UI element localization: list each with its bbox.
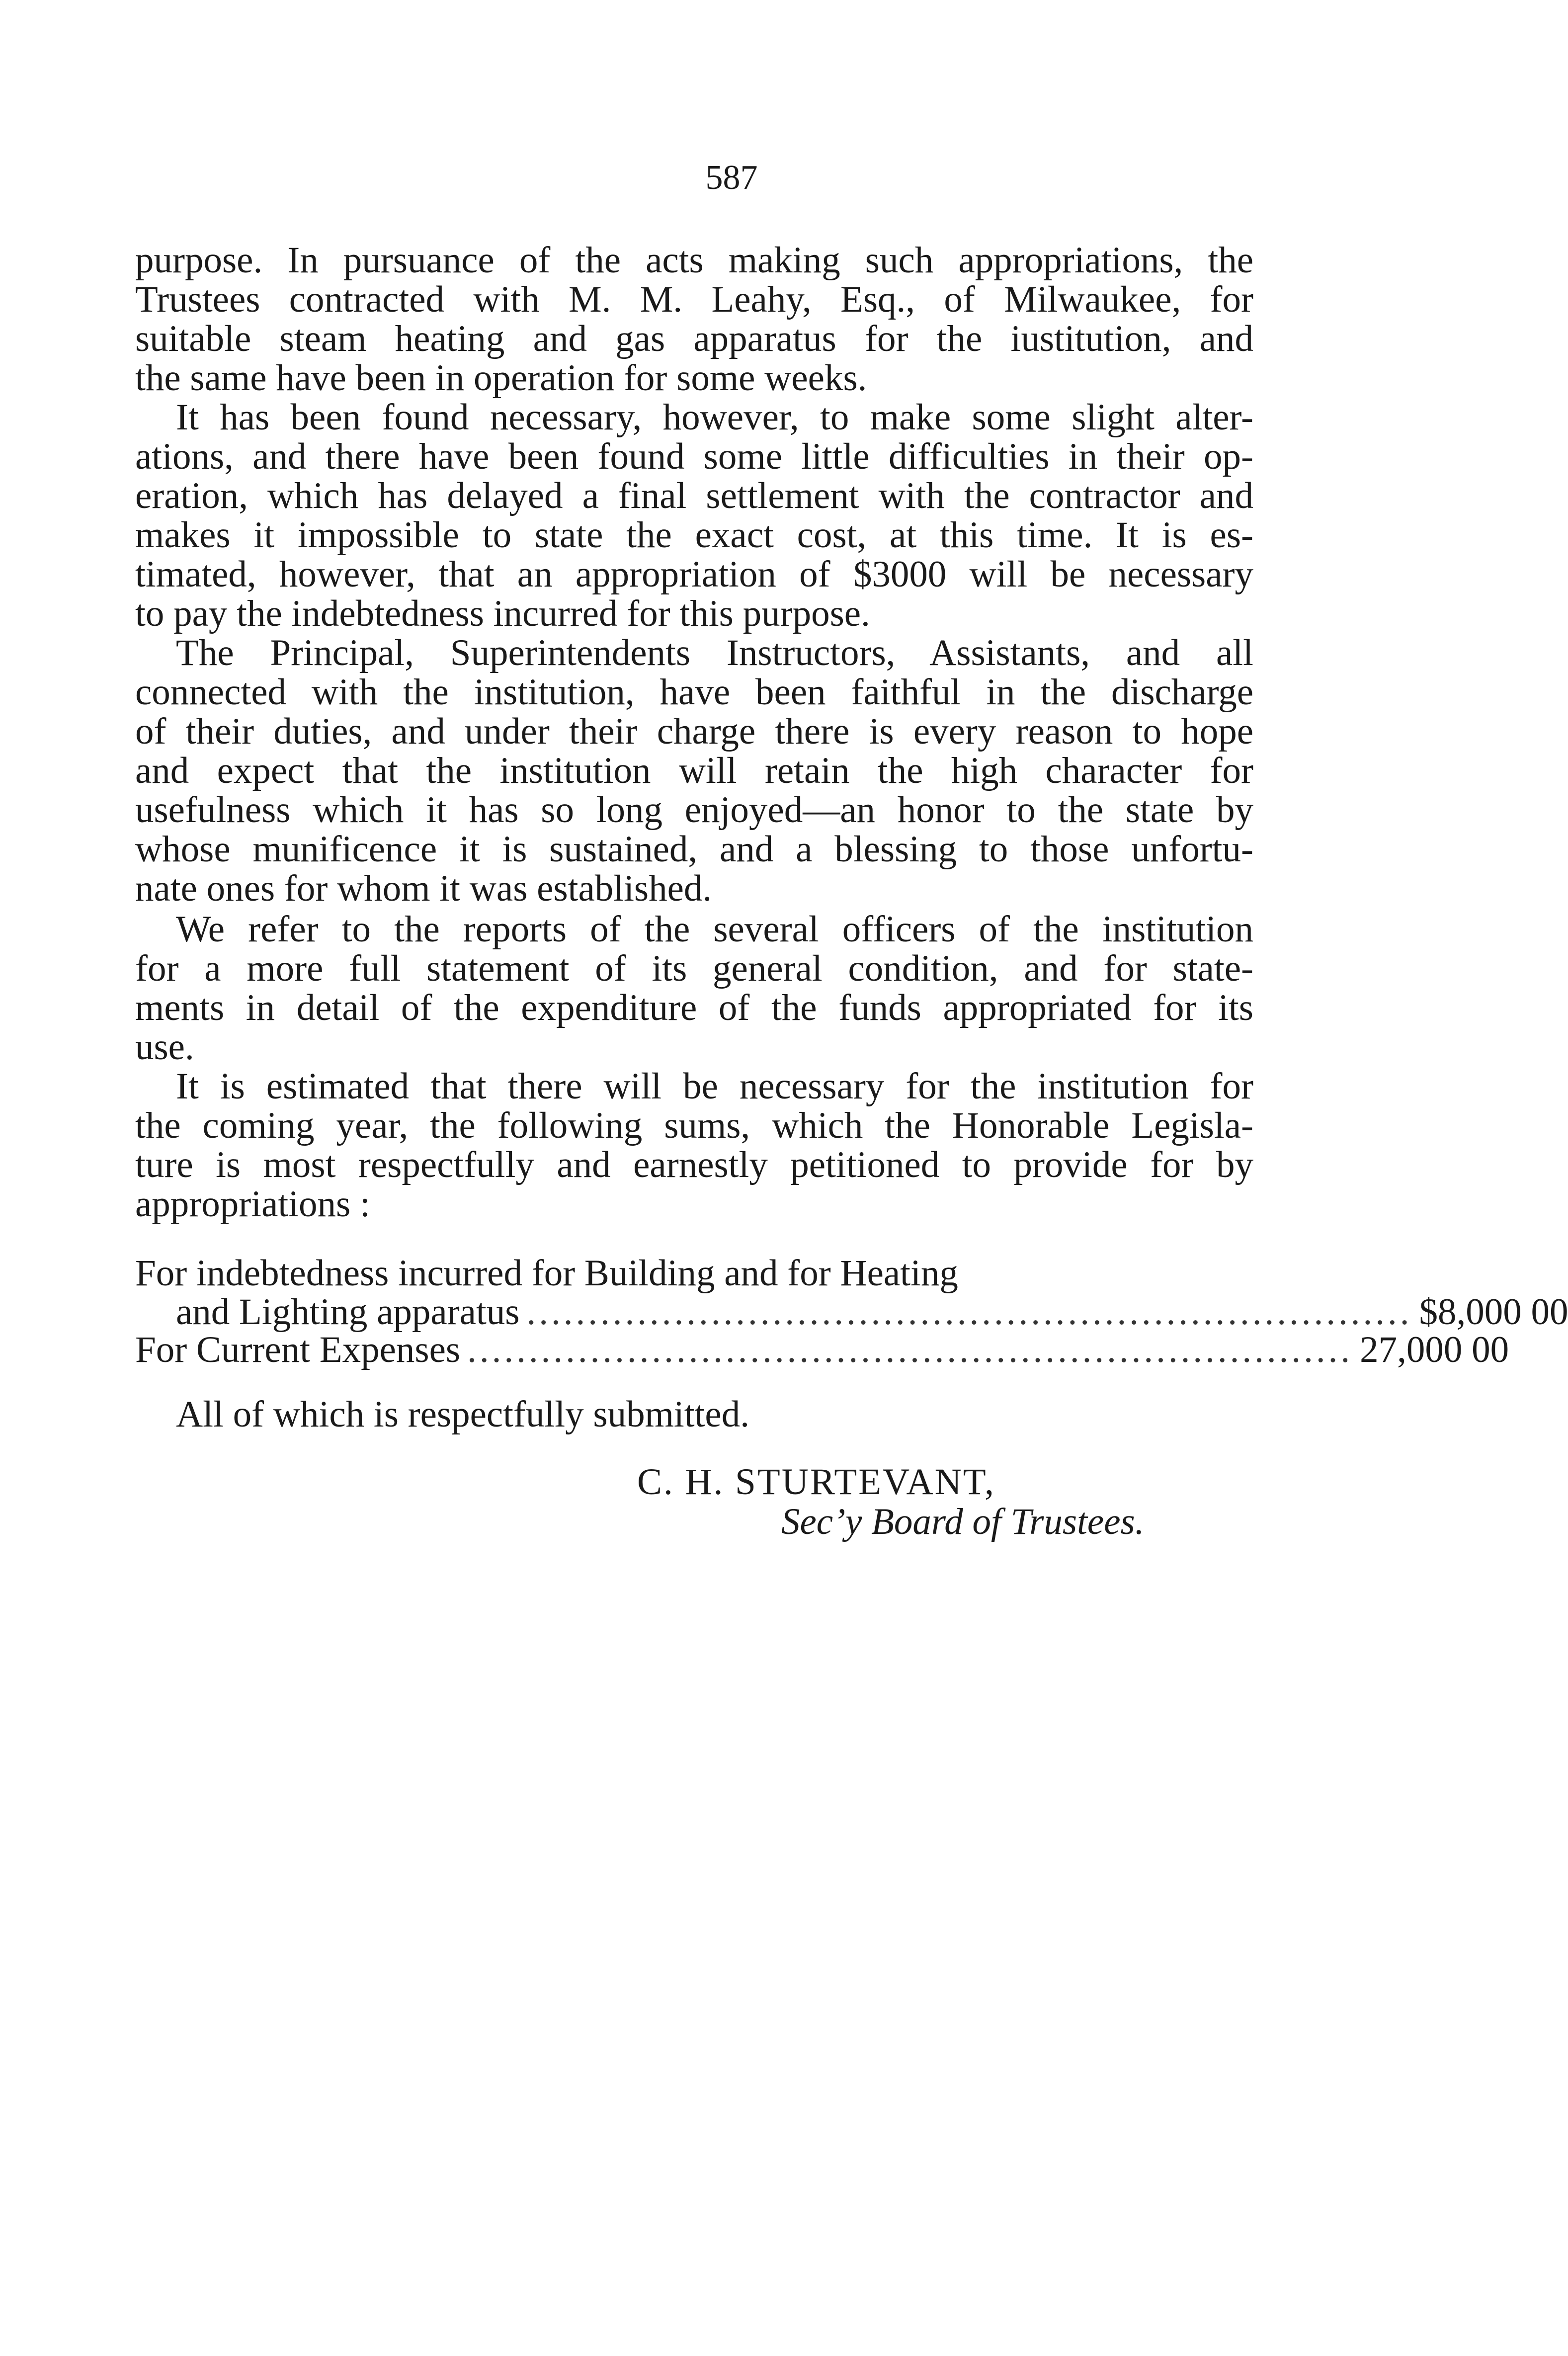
body-paragraph-2 <box>135 398 1253 633</box>
text-line: nate ones for whom it was established. <box>135 868 712 909</box>
dot-leader: ........................................................................ <box>526 1291 1412 1333</box>
text-line: of their duties, and under their charge there is every reason to hope <box>135 711 1253 752</box>
text-line: It is estimated that there will be necessary for the institution for <box>176 1066 1253 1107</box>
text-line: appropriations : <box>135 1183 370 1225</box>
text-line: suitable steam heating and gas apparatus for the iustitution, and <box>135 318 1253 359</box>
text-line: purpose. In pursuance of the acts making such appropriations, the <box>135 240 1253 281</box>
appropriation-item-2-amount: 27,000 00 <box>1360 1329 1509 1370</box>
text-line: whose munificence it is sustained, and a blessing to those unfortu- <box>135 829 1253 870</box>
text-line: the coming year, the following sums, which the Honorable Legisla- <box>135 1105 1253 1146</box>
text-line: Trustees contracted with M. M. Leahy, Esq., of Milwaukee, for <box>135 279 1253 320</box>
closing-statement: All of which is respectfully submitted. <box>176 1394 749 1435</box>
appropriation-item-2-label: For Current Expenses <box>135 1329 461 1370</box>
text-line: makes it impossible to state the exact cost, at this time. It is es- <box>135 514 1253 556</box>
text-line: use. <box>135 1026 194 1068</box>
text-line: We refer to the reports of the several officers of the institution <box>176 909 1253 950</box>
appropriation-item-2 <box>135 1329 1509 1370</box>
text-line: The Principal, Superintendents Instructors, Assistants, and all <box>176 632 1253 673</box>
text-line: and expect that the institution will retain the high character for <box>135 750 1253 791</box>
appropriation-item-1-heading: For indebtedness incurred for Building and for Heating <box>135 1253 958 1294</box>
text-line: ture is most respectfully and earnestly petitioned to provide for by <box>135 1144 1253 1185</box>
body-paragraph-5 <box>135 1067 1253 1224</box>
text-line: ments in detail of the expenditure of the funds appropriated for its <box>135 987 1253 1028</box>
text-line: connected with the institution, have been faithful in the discharge <box>135 672 1253 713</box>
dot-leader: ........................................................................ <box>467 1329 1353 1370</box>
appropriation-item-1-amount: $8,000 00 <box>1419 1291 1568 1333</box>
text-line: the same have been in operation for some weeks. <box>135 357 867 399</box>
page-number: 587 <box>705 159 758 197</box>
body-paragraph-3 <box>135 633 1253 908</box>
text-line: for a more full statement of its general condition, and for state- <box>135 948 1253 989</box>
text-line: It has been found necessary, however, to make some slight alter- <box>176 397 1253 438</box>
signer-title: Sec’y Board of Trustees. <box>781 1501 1145 1542</box>
text-line: eration, which has delayed a final settlement with the contractor and <box>135 475 1253 516</box>
appropriation-item-1 <box>135 1291 1568 1333</box>
signer-name: C. H. STURTEVANT, <box>637 1461 995 1503</box>
text-line: timated, however, that an appropriation of $3000 will be necessary <box>135 554 1253 595</box>
body-paragraph-4 <box>135 910 1253 1067</box>
appropriation-item-1-label: and Lighting apparatus <box>176 1291 520 1333</box>
text-line: to pay the indebtedness incurred for this purpose. <box>135 593 870 634</box>
text-line: usefulness which it has so long enjoyed—an honor to the state by <box>135 789 1253 831</box>
text-line: ations, and there have been found some little difficulties in their op- <box>135 436 1253 477</box>
body-paragraph-1 <box>135 241 1253 398</box>
